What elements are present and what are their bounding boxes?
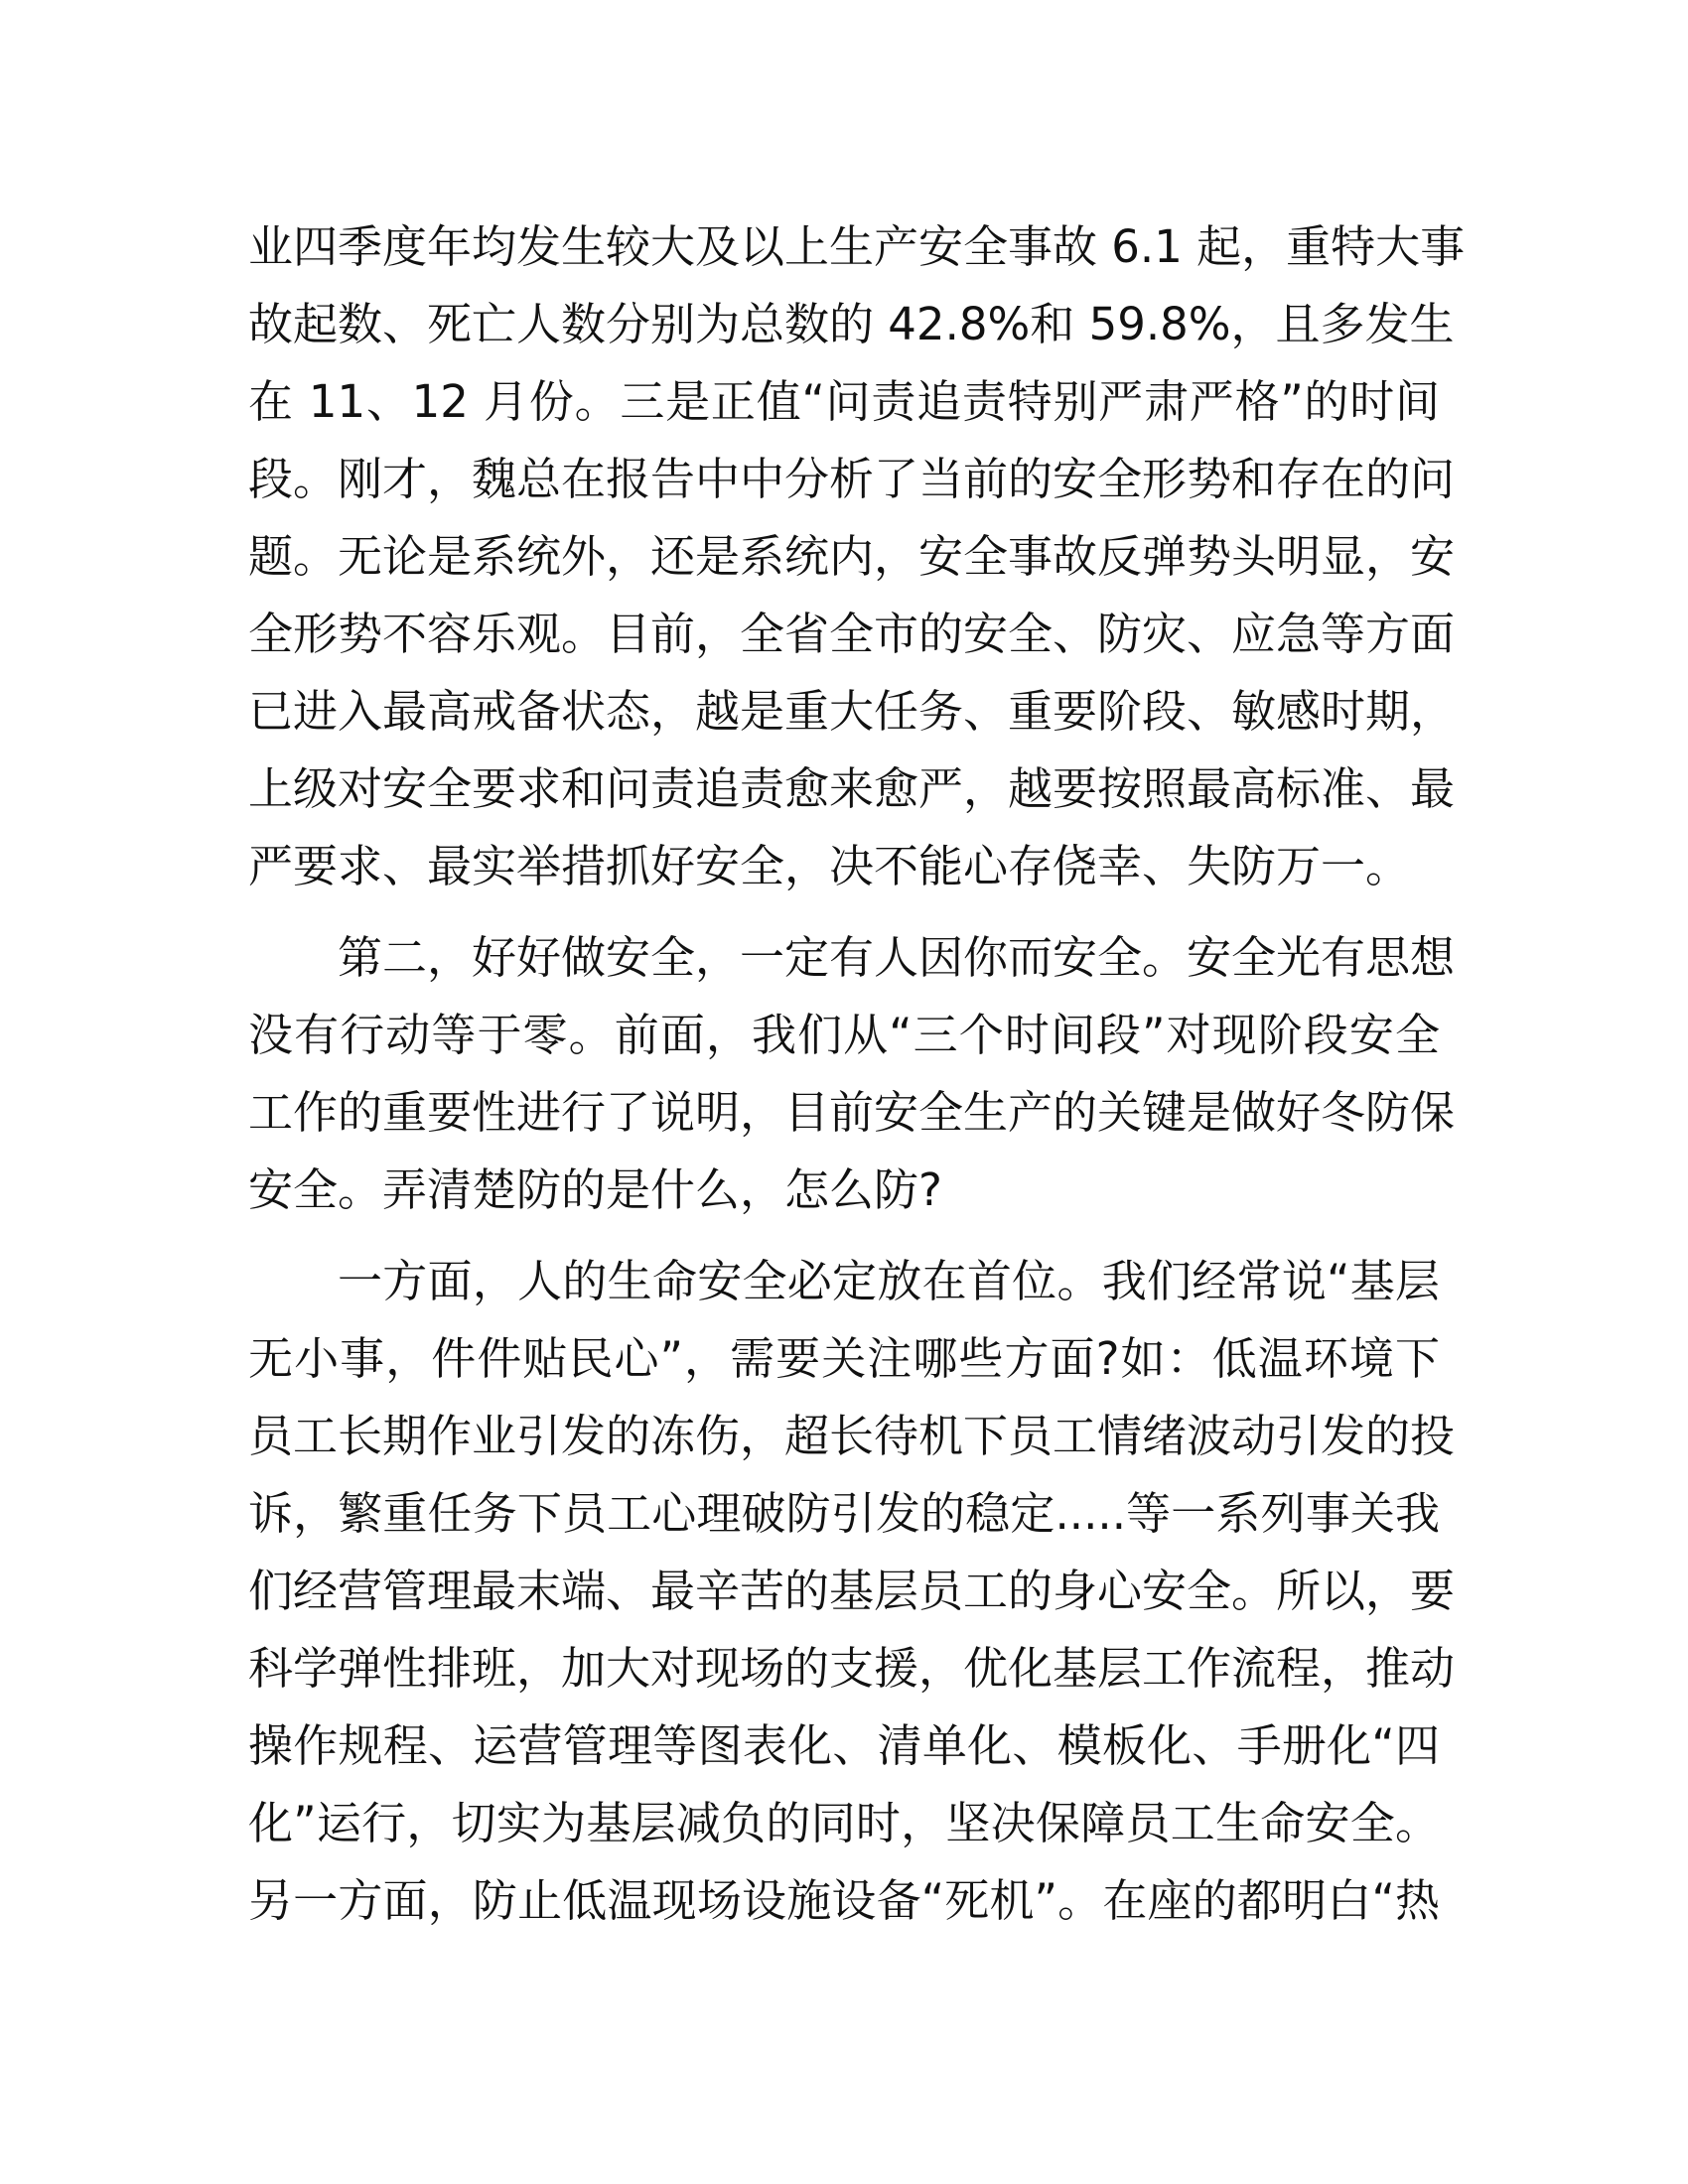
text-line: 们经营管理最末端、最辛苦的基层员工的身心安全。所以，要	[248, 1565, 1456, 1617]
text-line: 上级对安全要求和问责追责愈来愈严，越要按照最高标准、最	[248, 762, 1456, 815]
text-line: 安全。弄清楚防的是什么，怎么防?	[248, 1163, 942, 1216]
text-line: 在 11、12 月份。三是正值“问责追责特别严肃严格”的时间	[248, 375, 1440, 428]
text-line: 段。刚才，魏总在报告中中分析了当前的安全形势和存在的问	[248, 453, 1456, 505]
text-line: 业四季度年均发生较大及以上生产安全事故 6.1 起，重特大事	[248, 220, 1466, 273]
text-line: 已进入最高戒备状态，越是重大任务、重要阶段、敏感时期，	[248, 685, 1456, 738]
text-line: 无小事，件件贴民心”，需要关注哪些方面?如：低温环境下	[248, 1332, 1440, 1385]
text-line: 全形势不容乐观。目前，全省全市的安全、防灾、应急等方面	[248, 608, 1456, 660]
text-line: 诉，繁重任务下员工心理破防引发的稳定.....等一系列事关我	[248, 1487, 1440, 1540]
text-line: 员工长期作业引发的冻伤，超长待机下员工情绪波动引发的投	[248, 1410, 1456, 1462]
text-line: 另一方面，防止低温现场设施设备“死机”。在座的都明白“热	[248, 1874, 1440, 1927]
text-line: 科学弹性排班，加大对现场的支援，优化基层工作流程，推动	[248, 1642, 1456, 1695]
paragraph-first-line: 一方面，人的生命安全必定放在首位。我们经常说“基层	[338, 1255, 1440, 1307]
text-line: 没有行动等于零。前面，我们从“三个时间段”对现阶段安全	[248, 1009, 1440, 1061]
text-line: 工作的重要性进行了说明，目前安全生产的关键是做好冬防保	[248, 1086, 1456, 1139]
text-line: 操作规程、运营管理等图表化、清单化、模板化、手册化“四	[248, 1719, 1440, 1772]
paragraph-first-line: 第二，好好做安全，一定有人因你而安全。安全光有思想	[338, 931, 1456, 984]
document-body	[248, 208, 1466, 1940]
text-line: 严要求、最实举措抓好安全，决不能心存侥幸、失防万一。	[248, 840, 1411, 892]
text-line: 化”运行，切实为基层减负的同时，坚决保障员工生命安全。	[248, 1797, 1440, 1849]
text-line: 题。无论是系统外，还是系统内，安全事故反弹势头明显，安	[248, 530, 1456, 583]
text-line: 故起数、死亡人数分别为总数的 42.8%和 59.8%，且多发生	[248, 298, 1455, 350]
